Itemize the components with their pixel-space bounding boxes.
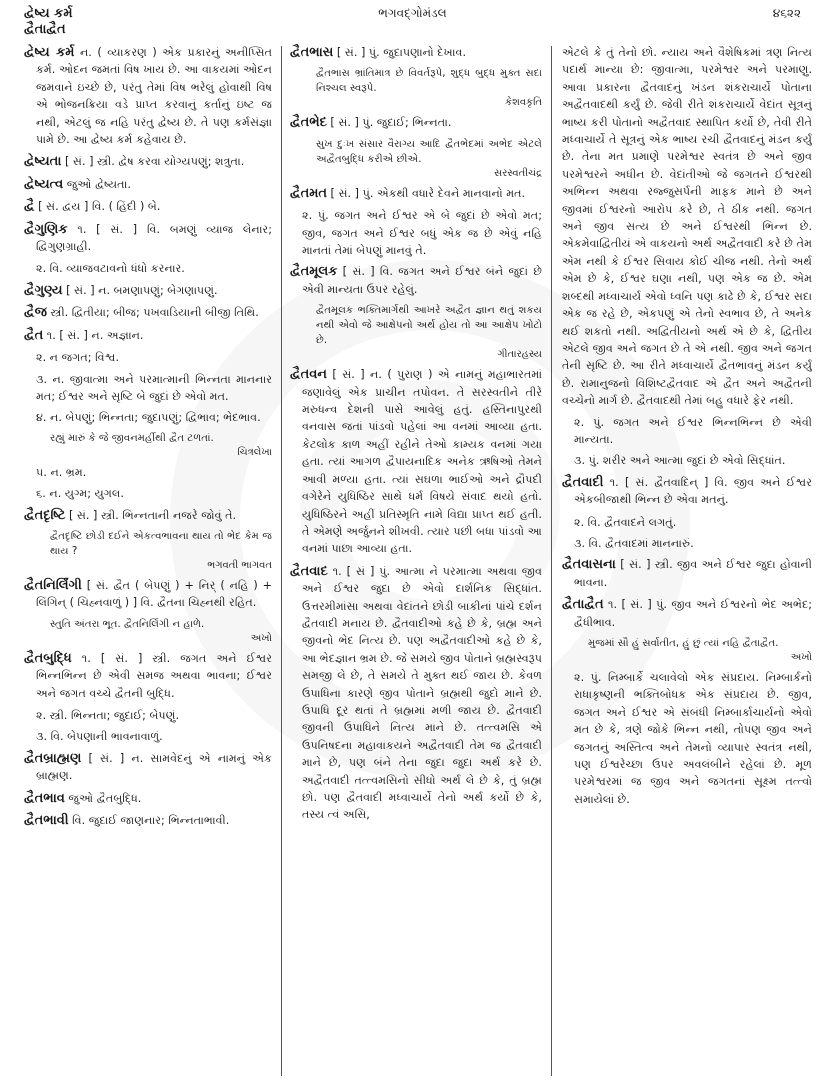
definition-text: [ સં. ] સ્ત્રી. ભિન્નતાની નજરે જોવું તે. bbox=[65, 508, 237, 522]
sense-definition: ૩. પું. શરીર અને આત્મા જુદાં છે એવો સિદ્ધાંત. bbox=[574, 454, 786, 468]
definition-text: [ સં. ] ન. બમણાપણું; બેગણાપણું. bbox=[62, 283, 218, 297]
definition-text: [ સં. દ્વૈત ( બેપણું ) + નિર્ ( નહિ ) + લિંગિન્ ( ચિહ્નવાળું ) ] વિ. દ્વૈતના ચિહ્નથી રહિત. bbox=[36, 578, 272, 610]
sense-definition: ૨. સ્ત્રી. ભિન્નતા; જુદાઈ; બેપણું. bbox=[36, 708, 180, 722]
sense-definition: ૨. વિ. વ્યાજવટાવનો ધંધો કરનાર. bbox=[36, 262, 185, 276]
dictionary-entry bbox=[24, 153, 272, 170]
dictionary-entry bbox=[24, 790, 272, 807]
definition-text: ન. ( વ્યાકરણ ) એક પ્રકારનું અનીપ્સિત કર્મ. ઓદન જમતાં વિષ ખાય છે. આ વાકયમાં ઓદન જમવાને ઇચ્છે છે, પરંતુ તેમાં વિષ ભરેલું હોવાથી વિષ એ ભોજનક્રિયા વડે પ્રાપ્ત કરવાનું કર્તાનું ઇષ્ટ જ નથી, એટલું જ નહિ પરંતુ દ્વેષ્ય છે. તે પણ કર્મસંજ્ઞા પામે છે. આ દ્વેષ્ય કર્મ કહેવાય છે. bbox=[36, 46, 272, 147]
quote-text: દ્વૈતભાસ ભ્રાંતિમાત્ર છે વિવર્તરૂપે, શુદ્ધ બુદ્ધ મુક્ત સદા નિશ્ચલ સ્વરૂપે. bbox=[316, 68, 542, 95]
quote-source: ગીતારહસ્ય bbox=[497, 349, 542, 361]
definition-text: [ સં. ] ન. ( પુરાણ ) એ નામનું મહાભારતમાં જણાવેલું એક પ્રાચીન તપોવન. તે સરસ્વતીને તીરે મરુધન્વ દેશની પાસે આવેલું હતું. હસ્તિનાપુરથી વનવાસ જતાં પાંડવો પહેલાં આ વનમાં આવ્યા હતા. કેટલોક કાળ અહીં રહીને તેઓ કામ્યક વનમાં ગયા હતા. ત્યાં આગળ દ્વૈપાયનાદિક અનેક ઋષિઓ તેમને આવી મળ્યા હતા. ત્યાં સઘળા ભાઈઓ અને દ્રૌપદી વગેરેને યુધિષ્ઠિર સાથે ધર્મ વિષયે સંવાદ થયો હતો. યુધિષ્ઠિરને અહીં પ્રતિસ્મૃતિ નામે વિદ્યા પ્રાપ્ત થઈ હતી. તે એમણે અર્જુનને શીખવી. ત્યાર પછી બધા પાંડવો આ વનમાં પાછા આવ્યા હતા. bbox=[302, 368, 542, 556]
sense-definition: ૩. વિ. બેપણાની ભાવનાવાળું. bbox=[36, 730, 163, 744]
dictionary-entry bbox=[24, 304, 272, 321]
sense-definition: ૨. પું. જગત અને ઈશ્વર એ બે જુદાં છે એવો મત; જીવ, જગત અને ઈશ્વર બધું એક જ છે એવું નહિ માનતાં તેમાં બેપણું માનવું તે. bbox=[302, 209, 542, 258]
headword: દ્વૈતવાદી bbox=[562, 474, 604, 490]
dictionary-entry bbox=[562, 474, 812, 509]
column-1 bbox=[24, 44, 272, 1080]
quote-text: મુજમાં સૌ હું સર્વાતીત, હું છું ત્યાં નહિ દ્વૈતાદ્વૈત. bbox=[588, 638, 779, 649]
usage-quote bbox=[290, 66, 542, 110]
headword: દ્વૈતદૃષ્ટિ bbox=[24, 507, 66, 523]
dictionary-entry bbox=[24, 282, 272, 299]
headword: દ્વૈગુણ્ય bbox=[24, 282, 63, 298]
sense-definition: ૩. વિ. દ્વૈતવાદમાં માનનારું. bbox=[574, 536, 694, 550]
definition-text: [ સં. ] પું. જુદાઈ; ભિન્નતા. bbox=[326, 116, 452, 130]
definition-text: સ્ત્રી. દ્વિતીયા; બીજ; પખવાડિયાની બીજી તિથિ. bbox=[46, 306, 259, 320]
quote-source: ચિત્રલેખા bbox=[237, 446, 272, 458]
headword: દ્વૈતમૂલક bbox=[290, 264, 338, 280]
headword: દ્વેષ્ય કર્મ bbox=[24, 45, 75, 60]
headword: દ્વૈતભાવ bbox=[24, 790, 65, 806]
headword: દ્વૈ bbox=[24, 199, 35, 215]
headword: દ્વૈતવન bbox=[290, 367, 327, 383]
book-title: ભગવદ્ગોમંડલ bbox=[378, 6, 447, 20]
headword: દ્વેષ્યત્વ bbox=[24, 176, 64, 192]
headword: દ્વૈત bbox=[24, 327, 44, 343]
quote-text: રહ્યું મારું કે જે જીવનમર્હીથી દ્વૈત ટળતાં. bbox=[50, 432, 214, 444]
usage-quote bbox=[24, 431, 272, 460]
column-divider bbox=[551, 46, 552, 1076]
definition-text: ૧. [ સં. ] ન. અજ્ઞાન. bbox=[43, 328, 144, 342]
definition-text: [ સં. ] સ્ત્રી. દ્વેષ કરવા યોગ્યપણું; શત્રુતા. bbox=[61, 155, 245, 169]
definition-text: ૧. [ સં. ] પું. જીવ અને ઈશ્વરનો ભેદ અભેદ; દ્વૈધીભાવ. bbox=[574, 598, 812, 629]
usage-quote bbox=[290, 137, 542, 181]
quote-text: દ્વૈતમૂલક ભક્તિમાર્ગથી આખરે અદ્વૈત જ્ઞાન થતું શકય નથી એવો જે આક્ષેપનો અર્થ હોય તો આ આક્ષેપ ખોટો છે. bbox=[316, 305, 542, 347]
dictionary-entry bbox=[290, 263, 542, 298]
definition-text: વિ. જુદાઈ જાણનાર; ભિન્નતાભાવી. bbox=[68, 814, 230, 827]
definition-text: [ સં. ] પું. એકથી વધારે દેવને માનવાનો મત. bbox=[327, 186, 526, 200]
sense-definition: ૨. ન જગત; વિશ્વ. bbox=[36, 351, 120, 365]
definition-text: [ સં. દ્વય ] વિ. ( હિંદી ) બે. bbox=[34, 200, 161, 214]
quote-text: સ્તુતિ અંતરા ભૂત. દ્વૈતનિર્લિંગી ન હાળે. bbox=[50, 618, 205, 630]
quote-text: સુખ દુઃખ સંસાર વૈરાગ્ય આદિ દ્વૈતભેદમાં અભેદ એટલે અદ્વૈતબુદ્ધિ કરીએ છીએ. bbox=[316, 138, 542, 165]
dictionary-entry bbox=[290, 44, 542, 61]
quote-text: દ્વૈતદૃષ્ટિ છોડી દઈને એકત્વભાવના થાય તો ભેદ કેમ જ થાય ? bbox=[50, 530, 272, 557]
sense-definition: ૩. ન. જીવાત્મા અને પરમાત્માની ભિન્નતા માનનાર મત; ઈશ્વર અને સૃષ્ટિ બે જુદાં છે એવો મત. bbox=[36, 372, 272, 403]
definition-text: ૧. [ સં ] પું. આત્મા ને પરમાત્મા અથવા જીવ અને ઈશ્વર જુદા છે એવો દાર્શનિક સિદ્ધાંત. ઉત્તરમીમાંસા અથવા વેદાંતને છોડી બાકીનાં પાંચે દર્શન દ્વૈતવાદી મનાય છે. દ્વૈતવાદીઓ કહે છે કે, બ્રહ્મ અને જીવનો ભેદ નિત્ય છે. પણ અદ્વૈતવાદીઓ કહે છે કે, આ ભેદજ્ઞાન ભ્રમ છે. જે સમયે જીવ પોતાને બ્રહ્મસ્વરૂપ સમજી લે છે, તે સમયે તે મુક્ત થઈ જાય છે. કેવળ ઉપાધિના કારણે જીવ પોતાને બ્રહ્મથી જુદો માને છે. ઉપાધિ દૂર થતાં તે બ્રહ્મમાં મળી જાય છે. દ્વૈતવાદી જીવની ઉપાધિને નિત્ય માને છે. તત્ત્વમસિ એ ઉપનિષદના મહાવાકયને અદ્વૈતવાદી તેમ જ દ્વૈતવાદી માને છે, પણ બંને તેના જુદા જુદા અર્થ કરે છે. અદ્વૈતવાદી તત્ત્વમસિનો સીધો અર્થ લે છે કે, તું બ્રહ્મ છો. પણ દ્વૈતવાદી મધ્વાચાર્યે તેનો અર્થ કર્યો છે કે, તસ્ય ત્વં અસિ, bbox=[302, 564, 542, 822]
usage-quote bbox=[24, 617, 272, 646]
page-number: ૪૬૨૨ bbox=[772, 6, 801, 20]
usage-quote bbox=[24, 529, 272, 573]
dictionary-entry bbox=[290, 185, 542, 202]
quote-source: અખો bbox=[790, 652, 812, 663]
dictionary-entry bbox=[24, 507, 272, 524]
dictionary-entry bbox=[24, 812, 272, 829]
dictionary-entry bbox=[290, 114, 542, 131]
definition-text: જુઓ દ્વૈતબુદ્ધિ. bbox=[64, 791, 142, 805]
sense-definition: ૨. પું. નિમ્બાર્કે ચલાવેલો એક સંપ્રદાય. નિમ્બાર્કનો રાધાકૃષ્ણની ભક્તિબોધક એક સંપ્રદાય છે. જીવ, જગત અને ઈશ્વર એ સંબંધી નિમ્બાર્કાચાર્યનો એવો મત છે કે, ત્રણે જોકે ભિન્ન નથી, તોપણ જીવ અને જગતનું અસ્તિત્વ અને તેમનો વ્યાપાર સ્વતંત્ર નથી, પણ ઈશ્વરેચ્છા ઉપર અવલંબીને રહેલાં છે. મૂળ પરમેશ્વરમાં જ જીવ અને જગતનાં સૂક્ષ્મ તત્ત્વો સમાયેલાં છે. bbox=[574, 671, 812, 806]
quote-source: ભગવતી ભાગવત bbox=[207, 559, 272, 571]
dictionary-entry bbox=[290, 563, 542, 824]
column-divider bbox=[281, 46, 282, 1076]
dictionary-entry bbox=[24, 176, 272, 193]
definition-text: ૧. [ સં. દ્વૈતવાદિન્ ] વિ. જીવ અને ઈશ્વર એકબીજાથી ભિન્ન છે એવા મતનું. bbox=[574, 475, 812, 507]
dictionary-entry bbox=[24, 327, 272, 344]
definition-text: [ સં. ] સ્ત્રી. જીવ અને ઈશ્વર જુદા હોવાની ભાવના. bbox=[574, 558, 812, 589]
page-header bbox=[0, 6, 825, 37]
headword: દ્વૈતવાદ bbox=[290, 563, 328, 579]
definition-text: [ સં. ] પું. જુદાપણાનો દેખાવ. bbox=[333, 46, 466, 59]
headword: દ્વૈતમત bbox=[290, 185, 327, 201]
sense-definition: ૨. વિ. દ્વૈતવાદને લગતું. bbox=[574, 515, 677, 529]
quote-source: કેશવકૃતિ bbox=[505, 97, 542, 109]
dictionary-entry bbox=[24, 650, 272, 702]
headword: દ્વૈગુણિક bbox=[24, 221, 68, 237]
headword: દ્વૈતબ્રાહ્મણ bbox=[24, 750, 82, 766]
headword: દ્વૈતનિર્લિંગી bbox=[24, 577, 82, 593]
header-last-word: દ્વૈતાદ્વૈત bbox=[24, 22, 66, 37]
dictionary-entry bbox=[562, 556, 812, 591]
quote-source: અખો bbox=[250, 632, 272, 644]
headword: દ્વેષ્યતા bbox=[24, 154, 62, 170]
sense-definition: ૫. ન. ભ્રમ. bbox=[36, 465, 87, 479]
dictionary-entry bbox=[24, 750, 272, 785]
sense-definition: ૪. ન. બેપણું; ભિન્નતા; જુદાપણું; દ્વિભાવ; ભેદભાવ. bbox=[36, 411, 261, 425]
usage-quote bbox=[562, 636, 812, 665]
header-first-word: દ્વેષ્ય કર્મ bbox=[24, 6, 73, 21]
dictionary-entry bbox=[290, 366, 542, 557]
definition-text: [ સં. ] વિ. જગત અને ઈશ્વર બંને જુદાં છે એવી માન્યતા ઉપર રહેલું. bbox=[302, 265, 542, 296]
column-2 bbox=[290, 44, 542, 1080]
usage-quote bbox=[290, 303, 542, 362]
dictionary-entry bbox=[562, 596, 812, 631]
definition-text: [ સં. ] ન. સામવેદનું એ નામનું એક બ્રાહ્મણ. bbox=[36, 751, 272, 783]
headword: દ્વૈતાદ્વૈત bbox=[562, 597, 604, 613]
headword: દ્વૈતભાવી bbox=[24, 813, 69, 828]
quote-source: સરસ્વતીચંદ્ર bbox=[494, 167, 542, 179]
dictionary-entry bbox=[24, 44, 272, 148]
headword: દ્વૈજ bbox=[24, 305, 47, 321]
dictionary-entry bbox=[24, 577, 272, 612]
definition-text: ૧. [ સં. ] સ્ત્રી. જગત અને ઈશ્વર ભિન્નભિન્ન છે એવી સમજ અથવા ભાવના; ઈશ્વર અને જગત વચ્ચે દ્વૈતની બુદ્ધિ. bbox=[36, 651, 272, 700]
headword: દ્વૈતવાસના bbox=[562, 557, 616, 573]
continued-paragraph: એટલે કે તું તેનો છો. ન્યાય અને વૈશેષિકમાં ત્રણ નિત્ય પદાર્થ માન્યા છે: જીવાત્મા, પરમેશ્વર અને પરમાણુ. આવા પ્રકારના દ્વૈતવાદનું ખંડન શંકરાચાર્યે પોતાના અદ્વૈતવાદથી કર્યું છે. જેવી રીતે શંકરાચાર્યે વેદાંત સૂત્રનું ભાષ્ય કરી પોતાનો અદ્વૈતવાદ સ્થાપિત કર્યો છે, તેવી રીતે મધ્વાચાર્યે તે સૂત્રનું એક ભાષ્ય રચી દ્વૈતવાદનું મંડન કર્યું છે. તેના મત પ્રમાણે પરમેશ્વર સ્વતંત્ર છે અને જીવ પરમેશ્વરને અધીન છે. વેદાંતીઓ જે જગતને ઈશ્વરથી અભિન્ન અથવા રજ્જુસર્પની માફક માને છે અને જીવમાં ઈશ્વરનો આરોપ કરે છે, તે ઠીક નથી. જગત અને જીવ સત્ય છે અને ઈશ્વરથી ભિન્ન છે. એકમેવાદ્વિતીયં એ વાકયનો અર્થ અદ્વૈતવાદી કરે છે તેમ એમ નથી કે ઈશ્વર સિવાય કોઈ ચીજ નથી. તેનો અર્થ એમ છે કે, ઈશ્વર ઘણા નથી, પણ એક જ છે. એમ શબ્દથી મધ્વાચાર્ય એવો ધ્વનિ પણ કાઢે છે કે, ઈશ્વર સદા એક જ રહે છે, એકપણું એ તેનો સ્વભાવ છે, તે અનેક થઈ શકતો નથી. અદ્વિતીયનો અર્થ એ છે કે, દ્વિતીય એટલે જીવ અને જગત છે તે એ નથી. જીવ અને જગત તેની સૃષ્ટિ છે. આ રીતે મધ્વાચાર્યે દ્વૈતભાવનું મંડન કર્યું છે. રામાનુજનો વિશિષ્ટદ્વૈતવાદ એ દ્વૈત અને અદ્વૈતની વચ્ચેનો માર્ગ છે. દ્વૈતવાદથી તેમાં બહુ વધારે ફેર નથી. bbox=[562, 46, 812, 408]
dictionary-entry bbox=[24, 198, 272, 215]
headword: દ્વૈતભેદ bbox=[290, 115, 327, 131]
definition-text: જુઓ દ્વેષ્યતા. bbox=[63, 177, 131, 191]
column-3 bbox=[562, 44, 812, 1080]
sense-definition: ૨. પું. જગત અને ઈશ્વર ભિન્નભિન્ન છે એવી માન્યતા. bbox=[574, 415, 812, 446]
headword: દ્વૈતબુદ્ધિ bbox=[24, 650, 72, 666]
headword: દ્વૈતભાસ bbox=[290, 45, 334, 60]
sense-definition: ૬. ન. યુગ્મ; યુગલ. bbox=[36, 487, 124, 501]
dictionary-entry bbox=[24, 221, 272, 256]
definition-text: ૧. [ સં. ] વિ. બમણું વ્યાજ લેનાર; દ્વિગુણગ્રાહી. bbox=[36, 222, 272, 254]
